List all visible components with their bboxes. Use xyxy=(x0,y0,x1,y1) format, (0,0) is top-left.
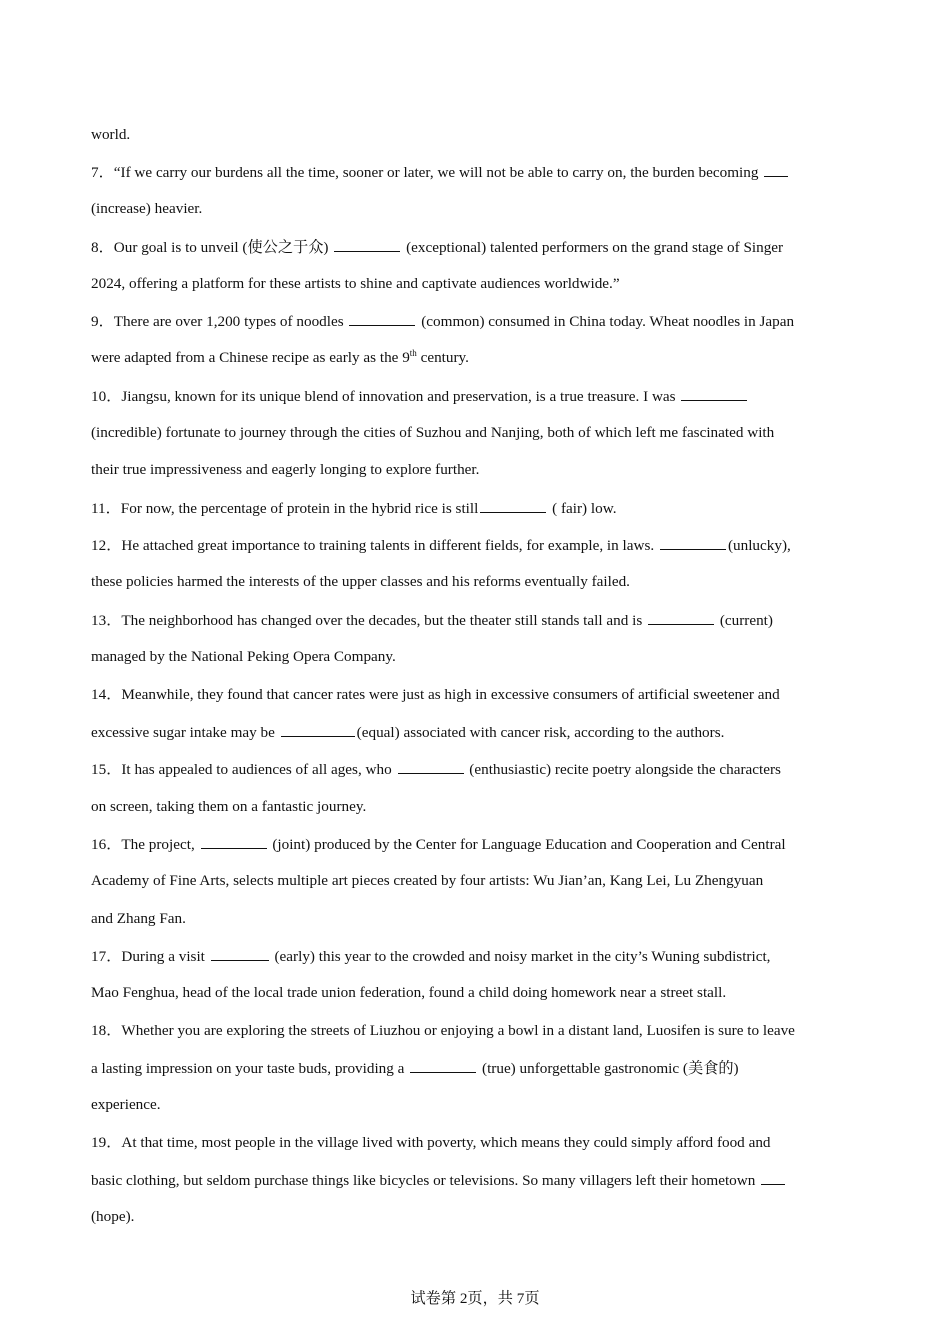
text-line: experience. xyxy=(91,1096,161,1113)
answer-blank[interactable] xyxy=(480,498,546,513)
text-line: (hope). xyxy=(91,1208,135,1225)
text-line: 2024, offering a platform for these artists to shine and captivate audiences worldwide.” xyxy=(91,275,620,292)
text-line: a lasting impression on your taste buds, providing a (true) unforgettable gastronomic (美食的) xyxy=(91,1060,739,1077)
answer-blank[interactable] xyxy=(410,1058,476,1073)
answer-blank[interactable] xyxy=(681,386,747,401)
answer-blank[interactable] xyxy=(398,759,464,774)
question-12: 12．He attached great importance to training talents in different fields, for example, in laws. (unlucky), xyxy=(91,537,791,554)
text-line: basic clothing, but seldom purchase things like bicycles or televisions. So many villagers left their hometown xyxy=(91,1170,861,1191)
question-8: 8．Our goal is to unveil (使公之于众) (exceptional) talented performers on the grand stage of Singer xyxy=(91,239,784,256)
text-line: world. xyxy=(91,126,131,143)
answer-blank[interactable] xyxy=(211,946,269,961)
text-line: on screen, taking them on a fantastic journey. xyxy=(91,798,367,815)
text-line: these policies harmed the interests of the upper classes and his reforms eventually failed. xyxy=(91,573,630,590)
answer-blank[interactable] xyxy=(281,722,355,737)
answer-blank[interactable] xyxy=(334,237,400,252)
text-line: (incredible) fortunate to journey through the cities of Suzhou and Nanjing, both of which left me fascinated with xyxy=(91,424,775,441)
text-line: their true impressiveness and eagerly longing to explore further. xyxy=(91,461,480,478)
page-footer: 试卷第 2页，共 7页 xyxy=(410,1290,540,1307)
text-line: and Zhang Fan. xyxy=(91,910,186,927)
question-13: 13．The neighborhood has changed over the decades, but the theater still stands tall and is (current) xyxy=(91,612,773,629)
text-line: managed by the National Peking Opera Company. xyxy=(91,648,396,665)
question-7: 7．“If we carry our burdens all the time, sooner or later, we will not be able to carry on, the burden becoming xyxy=(91,162,861,183)
text-line: (increase) heavier. xyxy=(91,200,203,217)
text-line: were adapted from a Chinese recipe as early as the 9th century. xyxy=(91,348,469,366)
answer-blank[interactable] xyxy=(648,610,714,625)
text-line: Academy of Fine Arts, selects multiple art pieces created by four artists: Wu Jian’an, Kang Lei, Lu Zhengyuan xyxy=(91,872,764,889)
question-15: 15．It has appealed to audiences of all ages, who (enthusiastic) recite poetry alongside the characters xyxy=(91,761,781,778)
question-10: 10．Jiangsu, known for its unique blend of innovation and preservation, is a true treasure. I was xyxy=(91,386,861,407)
question-19: 19．At that time, most people in the village lived with poverty, which means they could simply afford food and xyxy=(91,1134,771,1151)
question-11: 11．For now, the percentage of protein in the hybrid rice is still ( fair) low. xyxy=(91,500,617,517)
answer-blank[interactable] xyxy=(761,1170,785,1185)
text-line: Mao Fenghua, head of the local trade union federation, found a child doing homework near a street stall. xyxy=(91,984,727,1001)
answer-blank[interactable] xyxy=(660,535,726,550)
question-16: 16．The project, (joint) produced by the Center for Language Education and Cooperation and Central xyxy=(91,836,786,853)
text-line: excessive sugar intake may be (equal) associated with cancer risk, according to the authors. xyxy=(91,724,725,741)
question-18: 18．Whether you are exploring the streets of Liuzhou or enjoying a bowl in a distant land, Luosifen is sure to leave xyxy=(91,1022,795,1039)
question-9: 9．There are over 1,200 types of noodles (common) consumed in China today. Wheat noodles in Japan xyxy=(91,313,795,330)
answer-blank[interactable] xyxy=(764,162,788,177)
answer-blank[interactable] xyxy=(349,311,415,326)
question-14: 14．Meanwhile, they found that cancer rates were just as high in excessive consumers of artificial sweetener and xyxy=(91,686,780,703)
answer-blank[interactable] xyxy=(201,834,267,849)
question-17: 17．During a visit (early) this year to the crowded and noisy market in the city’s Wuning subdistrict, xyxy=(91,948,771,965)
